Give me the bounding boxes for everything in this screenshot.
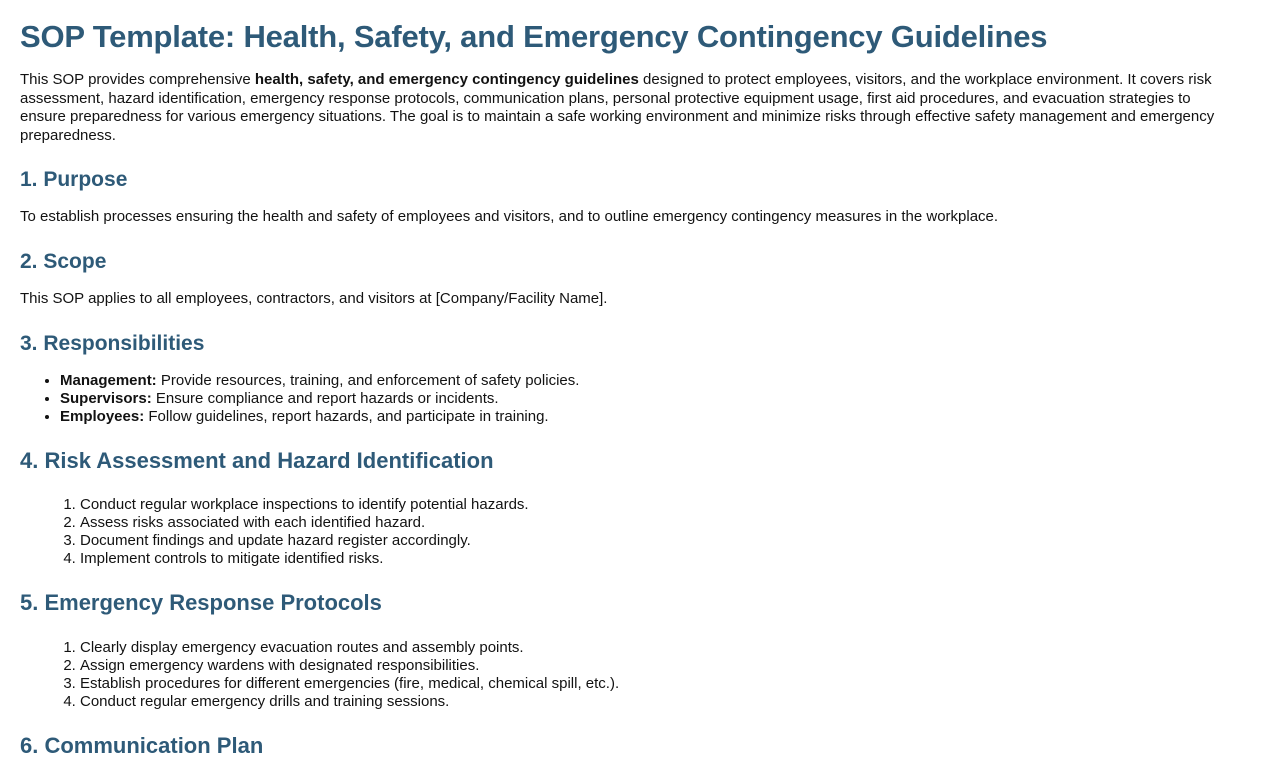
list-item-label: Supervisors: (60, 389, 152, 407)
section-scope (20, 249, 1243, 309)
section-heading-risk-assessment: 4. Risk Assessment and Hazard Identification (20, 447, 494, 473)
list-item-text: Provide resources, training, and enforcement of safety policies. (156, 371, 580, 389)
responsibilities-list (20, 372, 1243, 426)
section-heading-communication-plan: 6. Communication Plan (20, 732, 264, 758)
list-item: 2. Assess risks associated with each identified hazard. (80, 514, 1243, 532)
list-item-text: Ensure compliance and report hazards or incidents. (151, 389, 499, 407)
section-heading-emergency-response: 5. Emergency Response Protocols (20, 590, 382, 616)
list-item: 2. Assign emergency wardens with designated responsibilities. (80, 657, 1243, 675)
list-item (60, 390, 1243, 408)
list-item (60, 408, 1243, 426)
list-item: 1. Clearly display emergency evacuation routes and assembly points. (80, 639, 1243, 657)
list-item-text: Follow guidelines, report hazards, and participate in training. (144, 407, 549, 425)
list-item: 4. Conduct regular emergency drills and training sessions. (80, 693, 1243, 711)
list-item: 1. Conduct regular workplace inspections to identify potential hazards. (80, 496, 1243, 514)
section-communication-plan (20, 733, 1243, 759)
intro-paragraph (20, 71, 1215, 145)
section-heading-scope: 2. Scope (20, 249, 107, 273)
section-emergency-response (20, 590, 1243, 710)
page-title: SOP Template: Health, Safety, and Emergency Contingency Guidelines (20, 19, 1048, 54)
emergency-response-list (20, 639, 1243, 711)
intro-text-part1: This SOP provides comprehensive (20, 71, 255, 89)
section-heading-purpose: 1. Purpose (20, 168, 128, 192)
intro-text-bold: health, safety, and emergency contingency guidelines (254, 71, 639, 89)
section-risk-assessment (20, 448, 1243, 568)
list-item (60, 372, 1243, 390)
list-item: 3. Document findings and update hazard register accordingly. (80, 532, 1243, 550)
section-responsibilities (20, 331, 1243, 426)
section-heading-responsibilities: 3. Responsibilities (20, 331, 205, 355)
list-item: 3. Establish procedures for different emergencies (fire, medical, chemical spill, etc.). (80, 675, 1243, 693)
section-purpose (20, 167, 1243, 227)
list-item: 4. Implement controls to mitigate identified risks. (80, 550, 1243, 568)
section-text-purpose: To establish processes ensuring the health and safety of employees and visitors, and to outline emergency contingency measures in the workplace. (20, 208, 999, 226)
list-item-label: Employees: (60, 407, 145, 425)
intro-text-part2: designed to protect employees, visitors, and the workplace environment. It covers risk assessment, hazard identification, emergency response protocols, communication plans, personal protective equipment usage, first aid procedures, and evacuation strategies to ensure preparedness for various emergency situations. The goal is to maintain a safe working environment and minimize risks through effective safety management and emergency preparedness. (20, 71, 1215, 144)
section-text-scope: This SOP applies to all employees, contractors, and visitors at [Company/Facility Name]. (20, 290, 608, 308)
list-item-label: Management: (60, 371, 157, 389)
risk-assessment-list (20, 496, 1243, 568)
